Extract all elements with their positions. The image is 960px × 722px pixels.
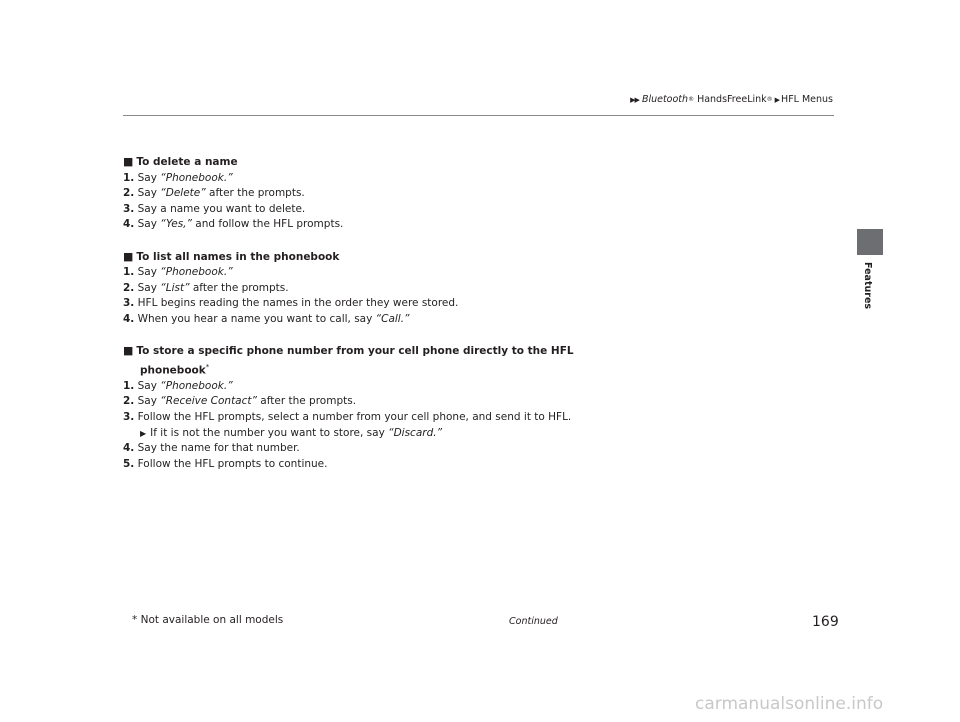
footnote: * Not available on all models [132, 614, 284, 626]
list-item: 2. Say “Delete” after the prompts. [123, 187, 305, 200]
breadcrumb [630, 94, 833, 105]
list-item: 4. When you hear a name you want to call, say “Call.” [123, 312, 410, 325]
square-bullet-icon: ■ [123, 249, 134, 263]
continued-label: Continued [509, 616, 558, 627]
list-item: 2. Say “List” after the prompts. [123, 281, 289, 294]
section-heading: ■ To store a specific phone number from your cell phone directly to the HFL phonebook* [123, 344, 574, 377]
breadcrumb-handsfreelink: HandsFreeLink [697, 94, 767, 105]
square-bullet-icon: ■ [123, 155, 134, 168]
list-item: 4. Say “Yes,” and follow the HFL prompts. [123, 218, 344, 231]
section-tab-block [857, 229, 883, 255]
spacer [123, 328, 583, 344]
list-item: 1. Say “Phonebook.” [123, 379, 233, 392]
square-bullet-icon: ■ [123, 344, 134, 358]
header-rule [123, 115, 834, 116]
sub-note: ▶ If it is not the number you want to store, say “Discard.” [140, 426, 443, 439]
section-tab-label: Features [862, 262, 873, 310]
page-content [123, 154, 583, 472]
arrow-icon: ▶ [140, 428, 147, 438]
spacer [123, 233, 583, 249]
list-item: 3. HFL begins reading the names in the order they were stored. [123, 297, 459, 310]
list-item: 1. Say “Phonebook.” [123, 266, 233, 279]
footnote-star: * [205, 362, 210, 371]
list-item: 5. Follow the HFL prompts to continue. [123, 457, 328, 470]
page-number: 169 [812, 614, 839, 630]
breadcrumb-hfl-menus: HFL Menus [781, 94, 833, 105]
list-item: 4. Say the name for that number. [123, 442, 300, 455]
triangle-icon: ▶ [774, 95, 780, 104]
section-heading: ■ To list all names in the phonebook [123, 249, 340, 263]
double-triangle-icon: ▶▶ [630, 95, 639, 104]
section-heading: ■ To delete a name [123, 155, 238, 168]
registered-mark: ® [766, 96, 773, 103]
registered-mark: ® [688, 96, 695, 103]
list-item: 3. Follow the HFL prompts, select a number from your cell phone, and send it to HFL. [123, 411, 572, 423]
watermark: carmanualsonline.info [695, 694, 884, 714]
breadcrumb-bluetooth: Bluetooth [641, 94, 689, 105]
list-item: 2. Say “Receive Contact” after the prompts. [123, 395, 357, 408]
list-item: 1. Say “Phonebook.” [123, 171, 233, 184]
list-item: 3. Say a name you want to delete. [123, 202, 306, 215]
